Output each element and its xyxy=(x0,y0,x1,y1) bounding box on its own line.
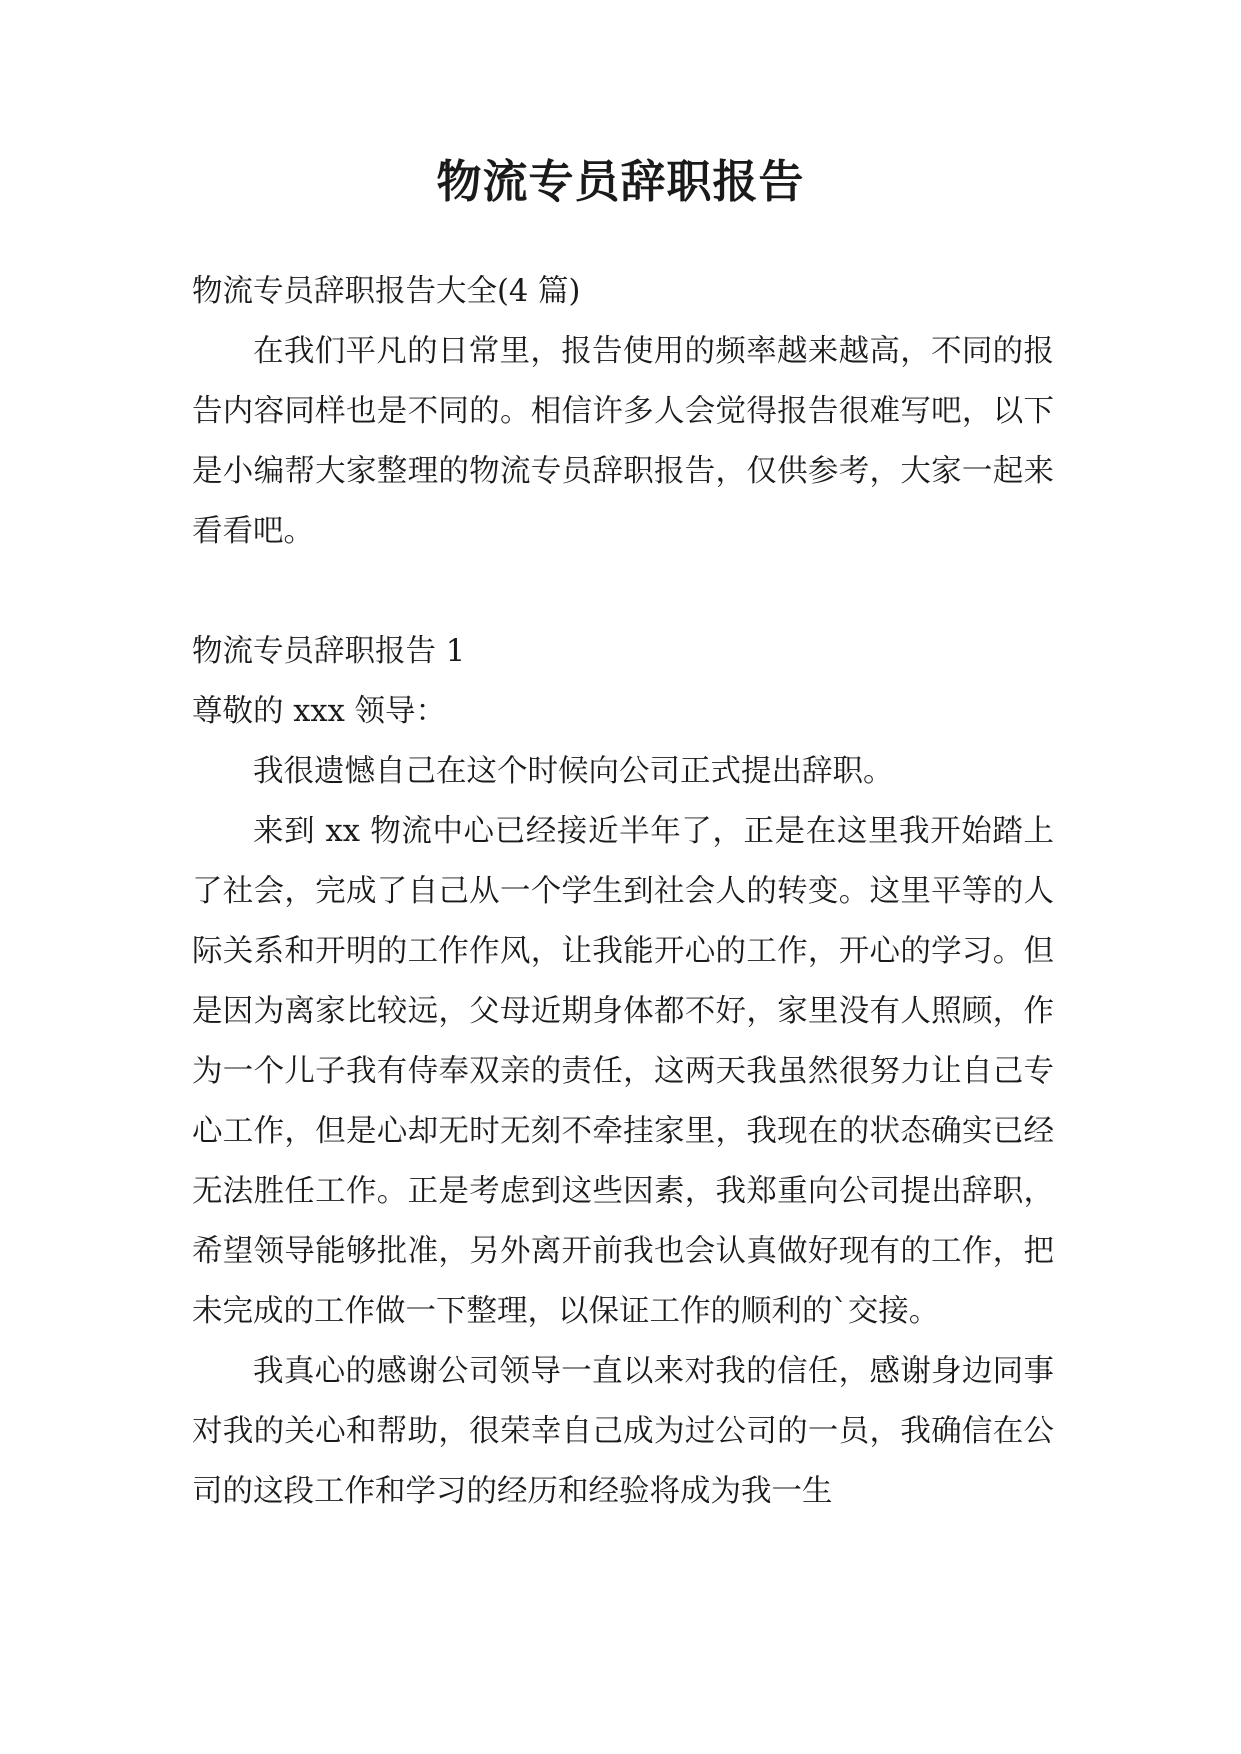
body-paragraph-1: 我很遗憾自己在这个时候向公司正式提出辞职。 xyxy=(253,754,894,789)
salutation: 尊敬的 xxx 领导： xyxy=(192,694,446,729)
intro-paragraph: 在我们平凡的日常里，报告使用的频率越来越高，不同的报告内容同样也是不同的。相信许多人会觉得报告很难写吧，以下是小编帮大家整理的物流专员辞职报告，仅供参考，大家一起来看看吧。 xyxy=(192,334,1054,549)
document-subtitle: 物流专员辞职报告大全(4 篇) xyxy=(192,274,581,309)
body-paragraph-2: 来到 xx 物流中心已经接近半年了，正是在这里我开始踏上了社会，完成了自己从一个学生到社会人的转变。这里平等的人际关系和开明的工作作风，让我能开心的工作，开心的学习。但是因为离家比较远，父母近期身体都不好，家里没有人照顾，作为一个儿子我有侍奉双亲的责任，这两天我虽然很努力让自己专心工作，但是心却无时无刻不牵挂家里，我现在的状态确实已经无法胜任工作。正是考虑到这些因素，我郑重向公司提出辞职，希望领导能够批准，另外离开前我也会认真做好现有的工作，把未完成的工作做一下整理，以保证工作的顺利的`交接。 xyxy=(192,814,1054,1329)
section-spacer xyxy=(192,562,1054,622)
section-heading: 物流专员辞职报告 1 xyxy=(192,634,466,669)
document-title: 物流专员辞职报告 xyxy=(436,155,805,208)
document-body xyxy=(192,262,1054,1522)
body-paragraph-3: 我真心的感谢公司领导一直以来对我的信任，感谢身边同事对我的关心和帮助，很荣幸自己成为过公司的一员，我确信在公司的这段工作和学习的经历和经验将成为我一生 xyxy=(192,1354,1054,1509)
